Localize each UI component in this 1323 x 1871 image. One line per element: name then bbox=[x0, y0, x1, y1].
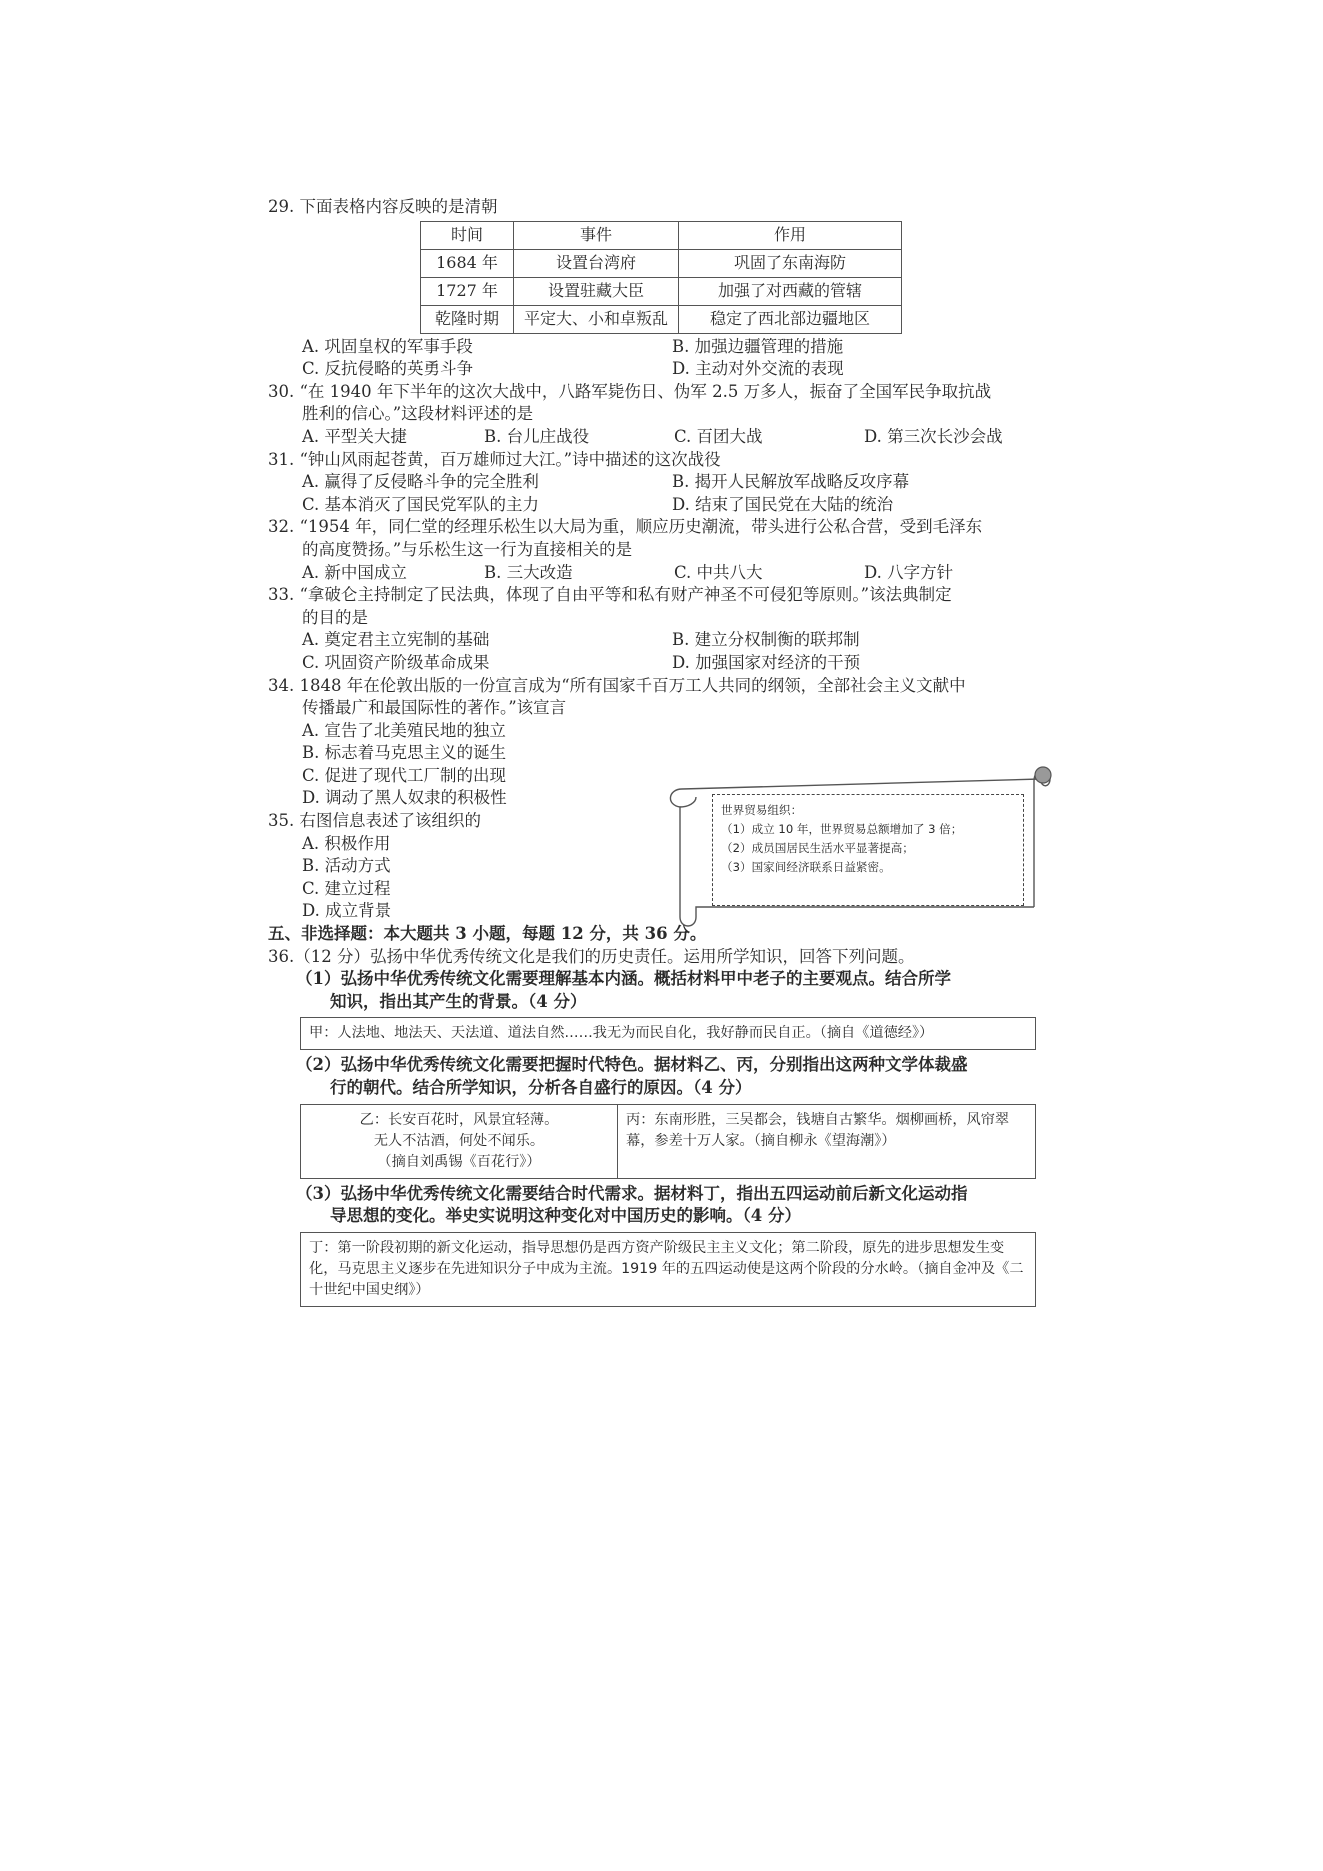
option-b[interactable]: B. 活动方式 bbox=[302, 856, 391, 876]
option-b[interactable]: B. 建立分权制衡的联邦制 bbox=[672, 630, 860, 650]
question-36-part-3-line-1: （3）弘扬中华优秀传统文化需要结合时代需求。据材料丁，指出五四运动前后新文化运动指 bbox=[296, 1183, 968, 1203]
table-cell: 设置驻藏大臣 bbox=[514, 277, 679, 305]
question-36-part-3-line-2: 导思想的变化。举史实说明这种变化对中国历史的影响。（4 分） bbox=[330, 1206, 801, 1226]
option-a[interactable]: A. 宣告了北美殖民地的独立 bbox=[302, 720, 506, 740]
question-30-options bbox=[268, 426, 1060, 449]
option-c[interactable]: C. 建立过程 bbox=[302, 878, 391, 898]
section-5-heading: 五、非选择题：本大题共 3 小题，每题 12 分，共 36 分。 bbox=[268, 924, 707, 944]
option-a[interactable]: A. 巩固皇权的军事手段 bbox=[302, 336, 473, 356]
question-29-table bbox=[420, 221, 902, 334]
question-36-stem: 36.（12 分）弘扬中华优秀传统文化是我们的历史责任。运用所学知识，回答下列问题。 bbox=[268, 946, 915, 966]
table-cell: 乾隆时期 bbox=[421, 305, 514, 333]
table-cell: 1684 年 bbox=[421, 249, 514, 277]
material-jia: 甲：人法地、地法天、天法道、道法自然……我无为而民自化，我好静而民自正。（摘自《道德经》） bbox=[300, 1017, 1036, 1050]
option-d[interactable]: D. 主动对外交流的表现 bbox=[672, 359, 844, 379]
option-a[interactable]: A. 积极作用 bbox=[302, 833, 391, 853]
option-d[interactable]: D. 加强国家对经济的干预 bbox=[672, 652, 861, 672]
option-c[interactable]: C. 促进了现代工厂制的出现 bbox=[302, 765, 507, 785]
question-29-stem: 29. 下面表格内容反映的是清朝 bbox=[268, 197, 498, 216]
table-cell: 1727 年 bbox=[421, 277, 514, 305]
scroll-figure-title: 世界贸易组织： bbox=[721, 803, 803, 817]
table-cell: 加强了对西藏的管辖 bbox=[679, 277, 902, 305]
question-35-stem: 35. 右图信息表述了该组织的 bbox=[268, 811, 481, 831]
table-header-cell: 时间 bbox=[421, 221, 514, 249]
table-header-cell: 事件 bbox=[514, 221, 679, 249]
question-31-options-row-2 bbox=[268, 494, 1060, 517]
question-36-part-2-line-2: 行的朝代。结合所学知识，分析各自盛行的原因。（4 分） bbox=[330, 1078, 752, 1097]
question-33-options-row-2 bbox=[268, 652, 1060, 675]
question-31-stem: 31. “钟山风雨起苍黄，百万雄师过大江。”诗中描述的这次战役 bbox=[268, 449, 721, 469]
material-yi bbox=[300, 1104, 618, 1179]
question-32-options bbox=[268, 562, 1060, 585]
question-32-stem-line-1: 32. “1954 年，同仁堂的经理乐松生以大局为重，顺应历史潮流，带头进行公私合营，受到毛泽东 bbox=[268, 517, 983, 537]
option-d[interactable]: D. 第三次长沙会战 bbox=[864, 426, 1003, 446]
option-b[interactable]: B. 揭开人民解放军战略反攻序幕 bbox=[672, 472, 910, 492]
question-36-part-1-line-1: （1）弘扬中华优秀传统文化需要理解基本内涵。概括材料甲中老子的主要观点。结合所学 bbox=[296, 969, 951, 989]
material-yi-line-1: 乙：长安百花时，风景宜轻薄。 bbox=[359, 1111, 559, 1128]
option-d[interactable]: D. 八字方针 bbox=[864, 562, 954, 582]
table-row bbox=[421, 277, 902, 305]
question-29-options-row-2 bbox=[268, 358, 1060, 381]
option-b[interactable]: B. 三大改造 bbox=[484, 562, 573, 582]
table-row bbox=[421, 305, 902, 333]
table-header-row bbox=[421, 221, 902, 249]
option-a[interactable]: A. 新中国成立 bbox=[302, 562, 407, 582]
option-a[interactable]: A. 奠定君主立宪制的基础 bbox=[302, 630, 490, 650]
question-34-stem-line-2: 传播最广和最国际性的著作。”该宣言 bbox=[302, 698, 567, 718]
material-bing: 丙：东南形胜，三吴都会，钱塘自古繁华。烟柳画桥，风帘翠幕，参差十万人家。（摘自柳永《望海潮》） bbox=[618, 1104, 1036, 1179]
scroll-figure-item: （3）国家间经济联系日益紧密。 bbox=[721, 860, 891, 874]
material-yi-line-2: 无人不沽酒，何处不闻乐。 bbox=[373, 1132, 545, 1149]
question-34-stem-line-1: 34. 1848 年在伦敦出版的一份宣言成为“所有国家千百万工人共同的纲领，全部社会主义文献中 bbox=[268, 675, 966, 695]
scroll-figure-text bbox=[712, 794, 1024, 906]
exam-page bbox=[268, 196, 1060, 1311]
option-a[interactable]: A. 赢得了反侵略斗争的完全胜利 bbox=[302, 472, 539, 492]
question-36-part-1-line-2: 知识，指出其产生的背景。（4 分） bbox=[330, 991, 587, 1011]
table-cell: 设置台湾府 bbox=[514, 249, 679, 277]
question-36-part-2-line-1: （2）弘扬中华优秀传统文化需要把握时代特色。据材料乙、丙，分别指出这两种文学体裁盛 bbox=[296, 1055, 968, 1075]
question-33-stem-line-1: 33. “拿破仑主持制定了民法典，体现了自由平等和私有财产神圣不可侵犯等原则。”该法典制定 bbox=[268, 585, 952, 605]
question-30-stem-line-2: 胜利的信心。”这段材料评述的是 bbox=[302, 404, 534, 424]
material-ding: 丁：第一阶段初期的新文化运动，指导思想仍是西方资产阶级民主主义文化；第二阶段，原先的进步思想发生变化，马克思主义逐步在先进知识分子中成为主流。1919 年的五四运动使是这两个阶段的分水岭。（摘自金冲及《二十世纪中国史纲》） bbox=[300, 1232, 1036, 1307]
option-a[interactable]: A. 平型关大捷 bbox=[302, 426, 407, 446]
table-row bbox=[421, 249, 902, 277]
question-29-options-row-1 bbox=[268, 336, 1060, 359]
question-33-options-row-1 bbox=[268, 629, 1060, 652]
option-d[interactable]: D. 成立背景 bbox=[302, 901, 392, 921]
option-c[interactable]: C. 巩固资产阶级革命成果 bbox=[302, 652, 490, 672]
option-d[interactable]: D. 结束了国民党在大陆的统治 bbox=[672, 494, 894, 514]
question-32-stem-line-2: 的高度赞扬。”与乐松生这一行为直接相关的是 bbox=[302, 539, 633, 559]
material-yi-bing bbox=[300, 1104, 1036, 1179]
option-b[interactable]: B. 标志着马克思主义的诞生 bbox=[302, 743, 507, 763]
option-c[interactable]: C. 反抗侵略的英勇斗争 bbox=[302, 359, 474, 379]
scroll-figure-item: （2）成员国居民生活水平显著提高； bbox=[721, 841, 914, 855]
question-33-stem-line-2: 的目的是 bbox=[302, 607, 368, 627]
option-c[interactable]: C. 百团大战 bbox=[674, 426, 763, 446]
material-yi-source: （摘自刘禹锡《百花行》） bbox=[377, 1153, 541, 1170]
question-30-stem-line-1: 30. “在 1940 年下半年的这次大战中，八路军毙伤日、伪军 2.5 万多人，振奋了全国军民争取抗战 bbox=[268, 381, 992, 401]
table-cell: 平定大、小和卓叛乱 bbox=[514, 305, 679, 333]
option-c[interactable]: C. 基本消灭了国民党军队的主力 bbox=[302, 494, 540, 514]
option-c[interactable]: C. 中共八大 bbox=[674, 562, 763, 582]
option-b[interactable]: B. 台儿庄战役 bbox=[484, 426, 590, 446]
table-header-cell: 作用 bbox=[679, 221, 902, 249]
scroll-figure-item: （1）成立 10 年，世界贸易总额增加了 3 倍； bbox=[721, 822, 963, 836]
option-b[interactable]: B. 加强边疆管理的措施 bbox=[672, 336, 844, 356]
table-cell: 稳定了西北部边疆地区 bbox=[679, 305, 902, 333]
table-cell: 巩固了东南海防 bbox=[679, 249, 902, 277]
option-d[interactable]: D. 调动了黑人奴隶的积极性 bbox=[302, 788, 507, 808]
question-31-options-row-1 bbox=[268, 471, 1060, 494]
